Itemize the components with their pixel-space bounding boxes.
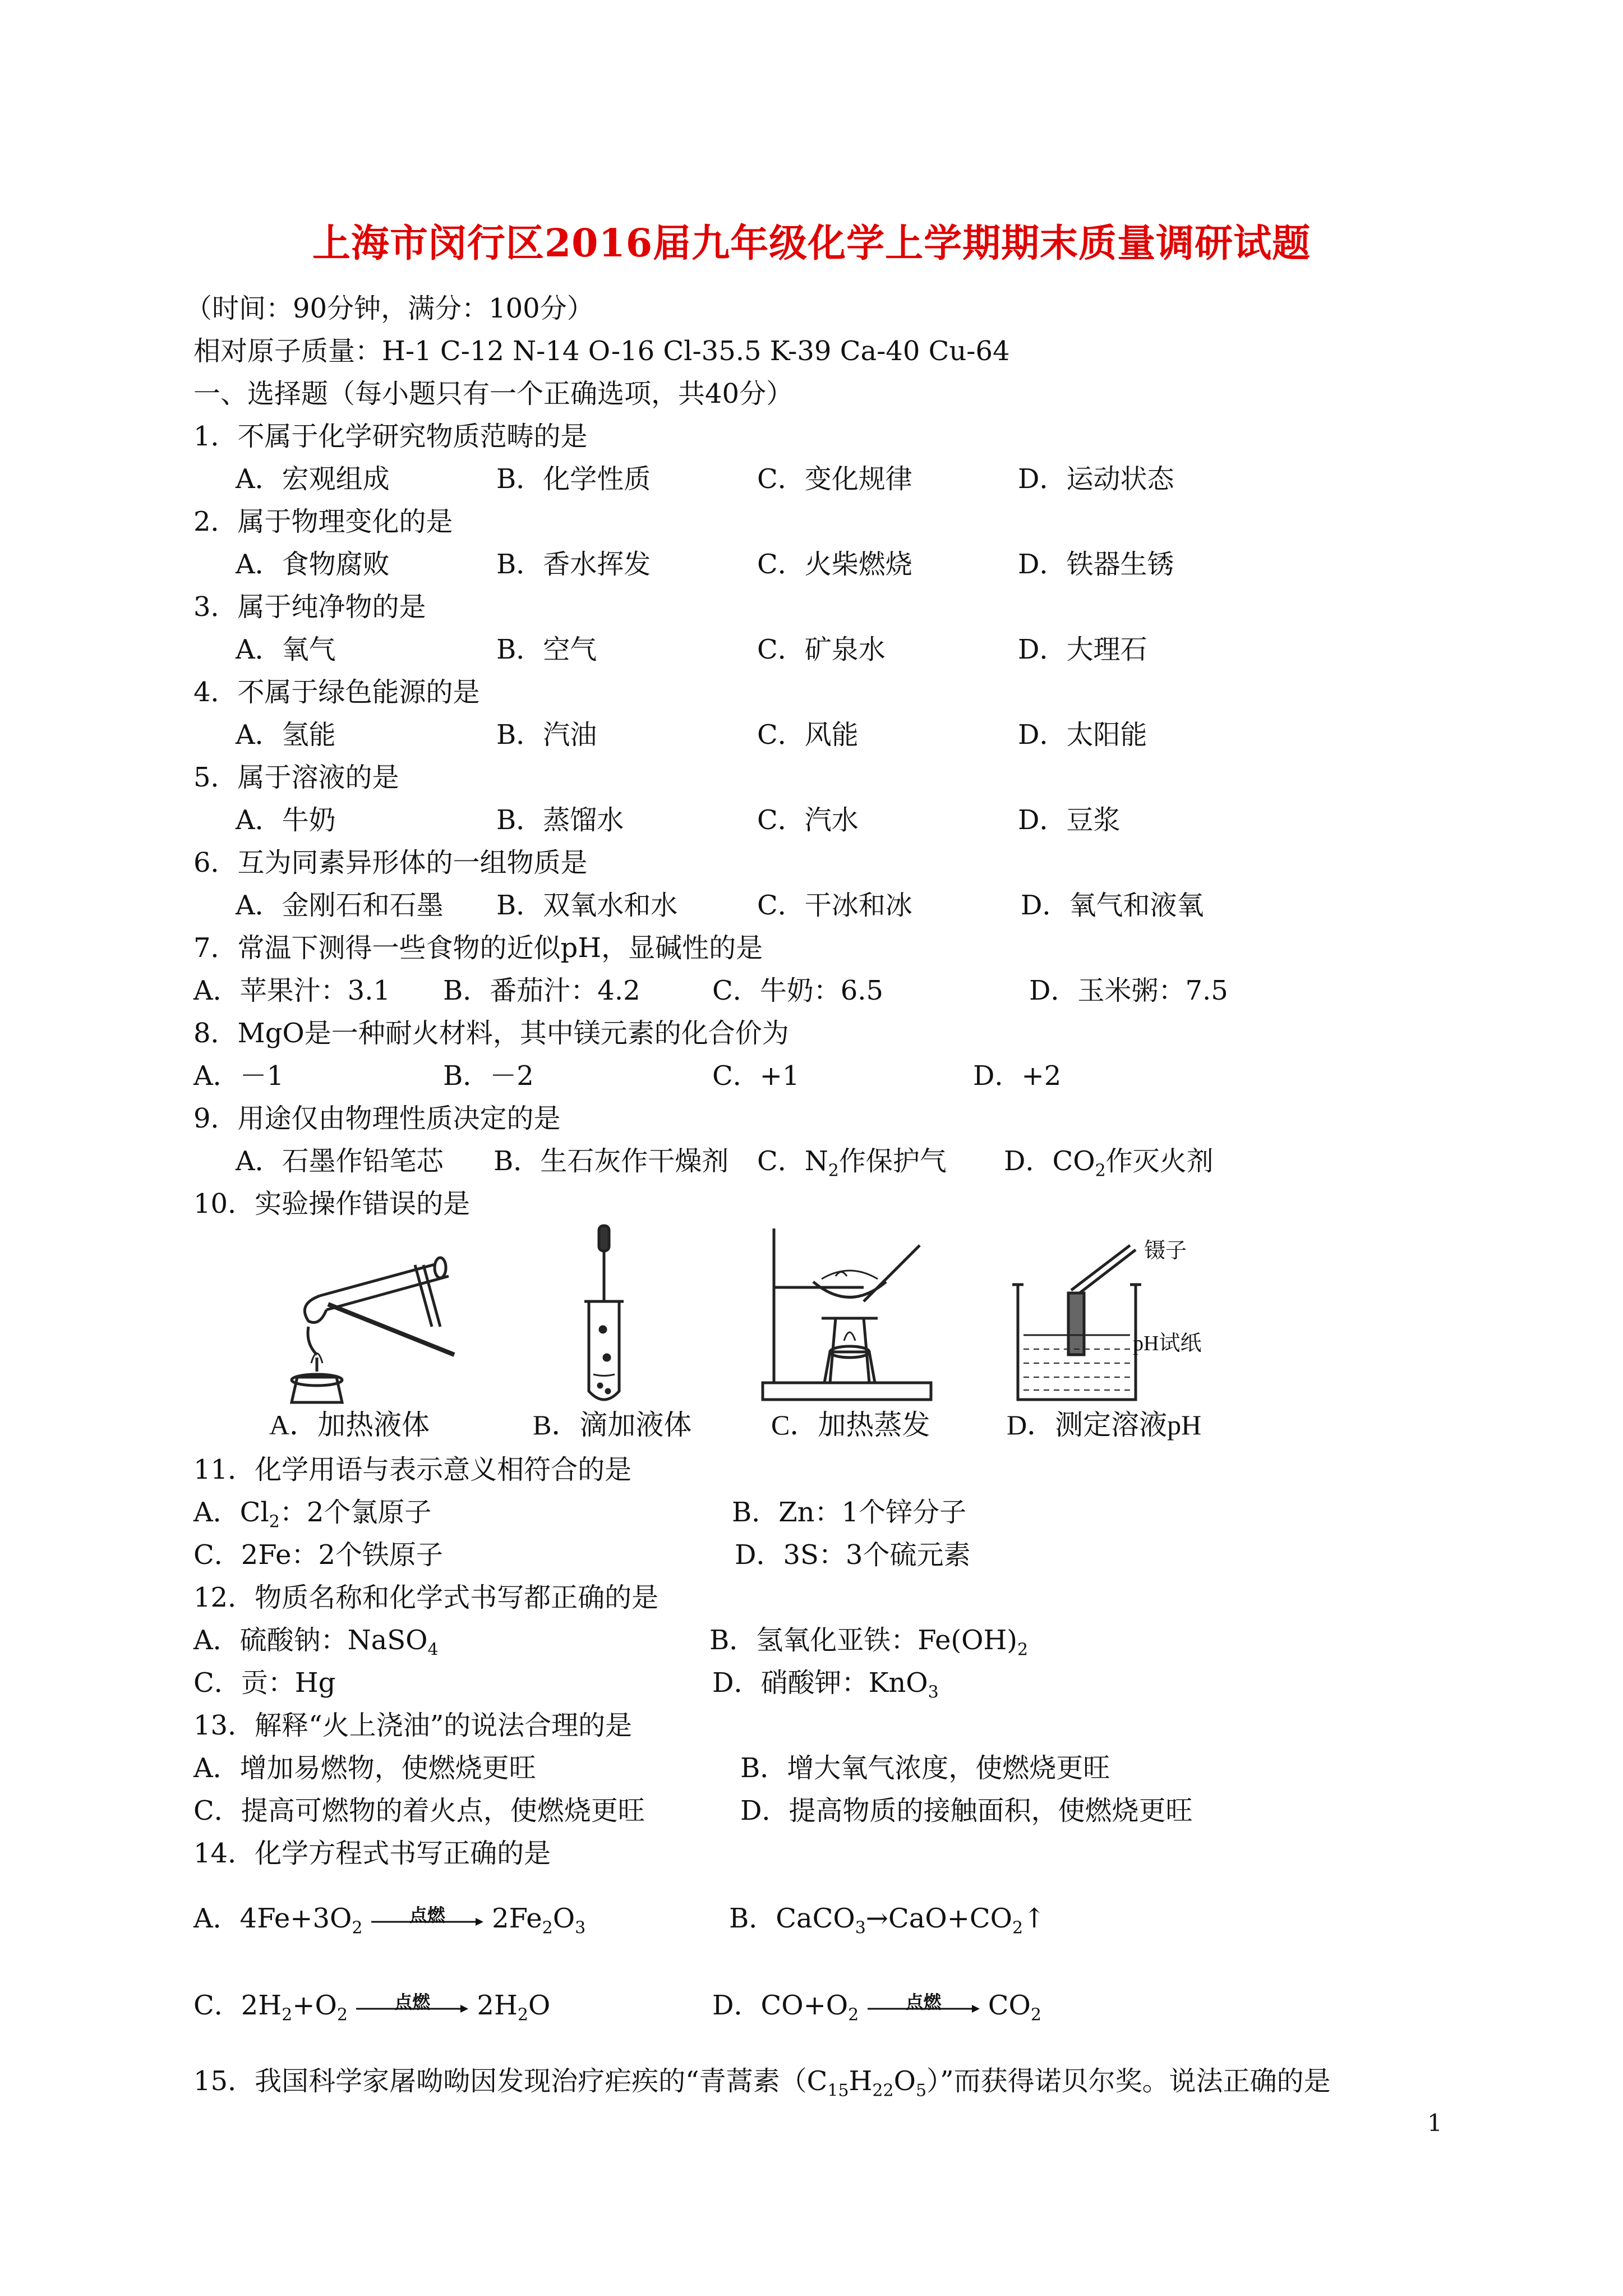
tweezers-label: 镊子 — [1144, 1239, 1187, 1263]
reaction-arrow: 点燃 — [371, 1904, 483, 1938]
option-d: D．铁器生锈 — [1018, 549, 1174, 580]
option-a: A．牛奶 — [236, 804, 336, 836]
option-a: A．金刚石和石墨 — [236, 890, 444, 921]
option-d: D．豆浆 — [1018, 804, 1121, 836]
option-a: A．－1 — [193, 1060, 284, 1092]
option-c: C．干冰和冰 — [757, 890, 912, 921]
reaction-arrow: 点燃 — [868, 1991, 980, 2024]
option-b: B．－2 — [443, 1060, 534, 1092]
page-number: 1 — [1427, 2109, 1442, 2137]
option-b: B．生石灰作干燥剂 — [494, 1145, 729, 1177]
option-c: C．+1 — [712, 1060, 800, 1092]
option-c: C．火柴燃烧 — [757, 549, 912, 580]
option-a: A．石墨作铅笔芯 — [236, 1145, 444, 1177]
question-stem: 6．互为同素异形体的一组物质是 — [193, 847, 588, 878]
option-a: A．增加易燃物，使燃烧更旺 — [193, 1752, 536, 1784]
reaction-arrow: 点燃 — [356, 1991, 468, 2024]
option-b: B．蒸馏水 — [496, 804, 624, 836]
option-b: B．香水挥发 — [496, 549, 651, 580]
option-b: B．汽油 — [496, 719, 597, 751]
option-b: B．番茄汁：4.2 — [443, 975, 640, 1006]
option-c: C．2Fe：2个铁原子 — [193, 1539, 443, 1571]
option-a: A．氧气 — [236, 634, 336, 665]
option-d: D．3S：3个硫元素 — [735, 1539, 971, 1571]
option-c: C．矿泉水 — [757, 634, 886, 665]
question-stem: 10．实验操作错误的是 — [193, 1188, 471, 1220]
question-stem: 13．解释“火上浇油”的说法合理的是 — [193, 1710, 633, 1741]
option-b: B．双氧水和水 — [496, 890, 678, 921]
option-a: A．苹果汁：3.1 — [193, 975, 391, 1006]
option-b: B．增大氧气浓度，使燃烧更旺 — [740, 1752, 1110, 1784]
question-stem: 14．化学方程式书写正确的是 — [193, 1838, 551, 1869]
option-c: C．牛奶：6.5 — [712, 975, 884, 1006]
option-a: A．宏观组成 — [236, 463, 390, 495]
option-a: A．$Cl_2$：2个氯原子 — [193, 1497, 432, 1532]
option-a: A．食物腐败 — [236, 549, 390, 580]
question-stem: 2．属于物理变化的是 — [193, 506, 453, 537]
question-stem: 9．用途仅由物理性质决定的是 — [193, 1103, 561, 1134]
option-a: A．硫酸钠：NaSO$_4$ — [193, 1625, 439, 1660]
question-stem: 3．属于纯净物的是 — [193, 591, 426, 623]
option-d: D．太阳能 — [1018, 719, 1147, 751]
dropper-diagram — [572, 1223, 639, 1408]
exam-time-info: （时间：90分钟，满分：100分） — [185, 293, 594, 324]
page-title: 上海市闵行区2016届九年级化学上学期期末质量调研试题 — [312, 221, 1311, 266]
question-stem: 5．属于溶液的是 — [193, 762, 399, 793]
section-heading: 一、选择题（每小题只有一个正确选项，共40分） — [193, 378, 794, 409]
option-d: D．硝酸钾：KnO$_3$ — [712, 1667, 939, 1703]
option-d: D．氧气和液氧 — [1021, 890, 1204, 921]
option-a: A．氢能 — [236, 719, 336, 751]
option-d: D．提高物质的接触面积，使燃烧更旺 — [740, 1795, 1193, 1826]
question-stem: 4．不属于绿色能源的是 — [193, 677, 480, 708]
figure-caption-c: C．加热蒸发 — [771, 1409, 930, 1441]
evaporation-diagram — [751, 1223, 942, 1402]
option-d: D．运动状态 — [1018, 463, 1174, 495]
option-b: B．$CaCO_3\to CaO+CO_2↑$ — [729, 1903, 1046, 1938]
option-d: D．$CO_2$作灭火剂 — [1004, 1145, 1214, 1181]
option-c: C．贡：Hg — [193, 1667, 336, 1699]
option-c: C．$2H_2+O_2$ 点燃 $2H_2O$ — [193, 1990, 551, 2025]
figure-caption-a: A．加热液体 — [269, 1409, 430, 1441]
option-d: D．+2 — [973, 1060, 1062, 1092]
option-c: C．提高可燃物的着火点，使燃烧更旺 — [193, 1795, 645, 1826]
heating-liquid-diagram — [264, 1243, 465, 1411]
option-b: B．Zn：1个锌分子 — [732, 1497, 967, 1528]
option-d: D．玉米粥：7.5 — [1029, 975, 1228, 1006]
ph-test-diagram — [1009, 1240, 1144, 1402]
option-b: B．氢氧化亚铁：$Fe(OH)_2$ — [709, 1625, 1029, 1660]
option-d: D．$CO+O_2$ 点燃 $CO_2$ — [712, 1990, 1041, 2025]
option-c: C．汽水 — [757, 804, 859, 836]
atomic-mass-info: 相对原子质量：H-1 C-12 N-14 O-16 Cl-35.5 K-39 Ca-40 Cu-64 — [193, 335, 1010, 367]
figure-caption-d: D．测定溶液pH — [1007, 1409, 1202, 1441]
option-c: C．风能 — [757, 719, 859, 751]
ph-paper-label: pH试纸 — [1133, 1332, 1202, 1355]
question-stem: 11．化学用语与表示意义相符合的是 — [193, 1454, 632, 1485]
question-stem: 1．不属于化学研究物质范畴的是 — [193, 421, 588, 452]
question-stem: 7．常温下测得一些食物的近似pH，显碱性的是 — [193, 932, 763, 964]
question-stem: 8．MgO是一种耐火材料，其中镁元素的化合价为 — [193, 1018, 789, 1049]
option-b: B．化学性质 — [496, 463, 651, 495]
figure-caption-b: B．滴加液体 — [533, 1409, 692, 1441]
question-stem: 12．物质名称和化学式书写都正确的是 — [193, 1582, 659, 1613]
question-stem: 15．我国科学家屠呦呦因发现治疗疟疾的“青蒿素$(C_{15}H_{22}O_5)$”而获得诺贝尔奖。说法正确的是 — [193, 2065, 1331, 2101]
option-d: D．大理石 — [1018, 634, 1147, 665]
option-c: C．变化规律 — [757, 463, 912, 495]
option-c: C．$N_2$作保护气 — [757, 1145, 947, 1181]
option-b: B．空气 — [496, 634, 597, 665]
option-a: A．$4Fe+3O_2$ 点燃 $2Fe_2O_3$ — [193, 1903, 586, 1938]
